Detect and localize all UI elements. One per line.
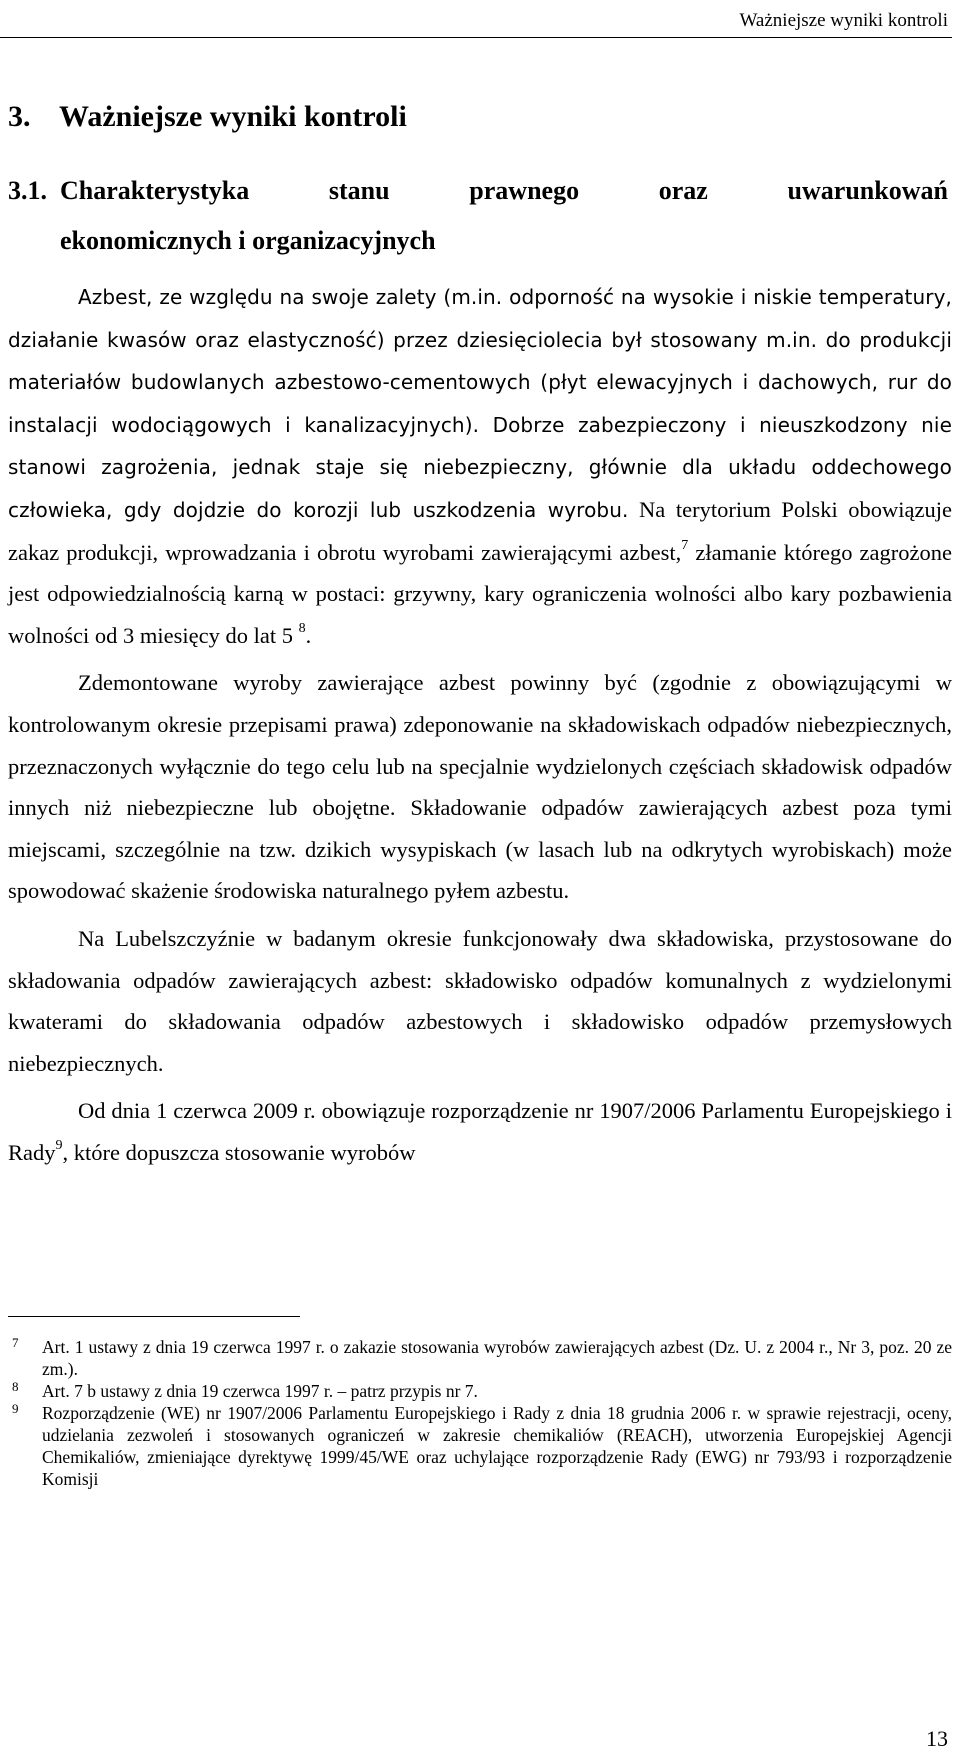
- footnote: [8, 1336, 952, 1380]
- paragraph-2: Zdemontowane wyroby zawierające azbest powinny być (zgodnie z obowiązującymi w kontrolowanym okresie przepisami prawa) zdeponowanie na składowiskach odpadów niebezpiecznych, przeznaczonych wyłącznie do tego celu lub na specjalnie wydzielonych częściach składowisk odpadów innych niż niebezpieczne lub obojętne. Składowanie odpadów zawierających azbest poza tymi miejscami, szczególnie na tzw. dzikich wysypiskach (w lasach lub na odkrytych wyrobiskach) może spowodować skażenie środowiska naturalnego pyłem azbestu.: [8, 670, 952, 904]
- footnote-text: Rozporządzenie (WE) nr 1907/2006 Parlamentu Europejskiego i Rady z dnia 18 grudnia 2006 r. w sprawie rejestracji, oceny, udzielania zezwoleń i stosowanych ograniczeń w zakresie chemikaliów (REACH), utworzenia Europejskiej Agencji Chemikaliów, zmieniające dyrektywę 1999/45/WE oraz uchylające rozporządzenie Rady (EWG) nr 793/93 i rozporządzenie Komisji: [42, 1403, 952, 1489]
- paragraph-1-sans-part: Azbest, ze względu na swoje zalety (m.in. odporność na wysokie i niskie temperatury, działanie kwasów oraz elastyczność) przez dziesięciolecia był stosowany m.in. do produkcji materiałów budowlanych azbestowo-cementowych (płyt elewacyjnych i dachowych, rur do instalacji wodociągowych i kanalizacyjnych). Dobrze zabezpieczony i nieuszkodzony nie stanowi zagrożenia, jednak staje się niebezpieczny, głównie dla układu oddechowego człowieka, gdy dojdzie do korozji lub uszkodzenia wyrobu.: [8, 285, 952, 522]
- body-text: [8, 276, 952, 1173]
- footnote-ref-8[interactable]: 8: [298, 620, 306, 636]
- footnote: [8, 1380, 952, 1402]
- subsection-title-line1: [8, 176, 948, 216]
- section-number: 3.: [8, 100, 31, 133]
- subsection-word: oraz: [658, 176, 708, 205]
- paragraph-1: [8, 276, 952, 656]
- subsection-word: uwarunkowań: [787, 176, 948, 205]
- section-heading: [8, 100, 407, 134]
- paragraph-4-part-a: Od dnia 1 czerwca 2009 r. obowiązuje rozporządzenie nr 1907/2006 Parlamentu Europejskiego i Rady: [8, 1098, 952, 1165]
- subsection-title-line2: ekonomicznych i organizacyjnych: [60, 226, 436, 255]
- section-title: Ważniejsze wyniki kontroli: [59, 100, 407, 133]
- page-number: 13: [926, 1726, 948, 1751]
- paragraph-1-part-c: złamanie którego zagrożone jest odpowiedzialnością karną w postaci: grzywny, kary ograniczenia wolności albo kary pozbawienia wolności od 3 miesięcy do lat 5: [8, 539, 952, 648]
- subsection-word: stanu: [328, 176, 390, 205]
- footnote-rule: [8, 1316, 300, 1317]
- page-header: [0, 10, 960, 34]
- footnote-ref-7[interactable]: 7: [681, 537, 689, 553]
- footnote-mark: 9: [12, 1401, 19, 1416]
- subsection-number-word: [8, 176, 249, 216]
- subsection-word: prawnego: [469, 176, 580, 205]
- footnote: [8, 1402, 952, 1490]
- footnote-text: Art. 7 b ustawy z dnia 19 czerwca 1997 r. – patrz przypis nr 7.: [42, 1381, 478, 1401]
- paragraph-1-end: .: [305, 622, 312, 648]
- footnote-text: Art. 1 ustawy z dnia 19 czerwca 1997 r. o zakazie stosowania wyrobów zawierających azbest (Dz. U. z 2004 r., Nr 3, poz. 20 ze zm.).: [42, 1337, 952, 1379]
- running-header: Ważniejsze wyniki kontroli: [739, 10, 948, 31]
- footnote-mark: 8: [12, 1379, 19, 1394]
- subsection-heading: [8, 176, 948, 266]
- subsection-number: 3.1.: [8, 176, 47, 205]
- footnotes: [8, 1336, 952, 1490]
- paragraph-1-part-b: Na terytorium Polski obowiązuje zakaz produkcji, wprowadzania i obrotu wyrobami zawierającymi azbest,: [8, 496, 952, 565]
- subsection-word: Charakterystyka: [60, 176, 250, 205]
- paragraph-4-part-b: , które dopuszcza stosowanie wyrobów: [62, 1139, 416, 1165]
- paragraph-3: Na Lubelszczyźnie w badanym okresie funkcjonowały dwa składowiska, przystosowane do składowania odpadów zawierających azbest: składowisko odpadów komunalnych z wydzielonymi kwaterami do składowania odpadów azbestowych i składowisko odpadów przemysłowych niebezpiecznych.: [8, 925, 952, 1076]
- footnote-mark: 7: [12, 1335, 19, 1350]
- paragraph-4: [8, 1090, 952, 1173]
- footnote-ref-9[interactable]: 9: [55, 1137, 63, 1153]
- header-rule: [0, 37, 952, 38]
